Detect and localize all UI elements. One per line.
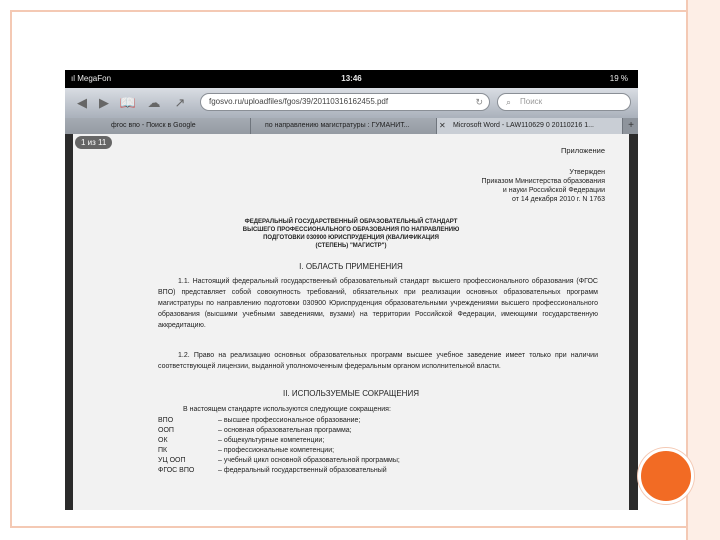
status-bar xyxy=(65,70,638,88)
abbreviation-value: – основная образовательная программа; xyxy=(218,427,352,434)
abbreviation-key: ОК xyxy=(158,437,168,444)
close-tab-icon[interactable]: ✕ xyxy=(439,121,446,130)
appendix-label: Приложение xyxy=(561,146,605,155)
forward-icon[interactable]: ▶ xyxy=(99,95,109,110)
abbreviation-key: ФГОС ВПО xyxy=(158,467,195,474)
carrier-label: ıl MegaFon xyxy=(71,74,112,83)
ipad-screen xyxy=(65,70,638,510)
standard-title-line-2: ВЫСШЕГО ПРОФЕССИОНАЛЬНОГО ОБРАЗОВАНИЯ ПО НАПРАВЛЕНИЮ xyxy=(242,227,460,233)
decorative-circle xyxy=(638,448,694,504)
abbreviation-key: УЦ ООП xyxy=(158,457,186,464)
share-icon[interactable]: ↗ xyxy=(174,95,186,110)
tab-bar xyxy=(65,118,638,134)
reload-icon[interactable]: ↻ xyxy=(475,97,483,107)
tab-label: по направлению магистратуры : ГУМАНИТ... xyxy=(265,122,410,129)
tab-magistracy[interactable] xyxy=(251,118,437,134)
pdf-page xyxy=(73,134,629,510)
abbreviation-value: – общекультурные компетенции; xyxy=(218,437,325,444)
url-text: fgosvo.ru/uploadfiles/fgos/39/20110316162455.pdf xyxy=(209,97,389,106)
browser-toolbar xyxy=(65,88,638,119)
search-placeholder: Поиск xyxy=(520,97,543,106)
section-1-heading: I. ОБЛАСТЬ ПРИМЕНЕНИЯ xyxy=(299,262,403,271)
bookmarks-icon[interactable]: 📖 xyxy=(119,95,137,110)
abbreviation-row xyxy=(158,466,387,476)
cloud-icon[interactable]: ☁ xyxy=(147,95,161,110)
section-2-heading: II. ИСПОЛЬЗУЕМЫЕ СОКРАЩЕНИЯ xyxy=(283,389,419,398)
abbreviation-key: ПК xyxy=(158,447,168,454)
abbreviation-row xyxy=(158,436,324,446)
tab-word-document[interactable] xyxy=(437,118,623,134)
slide-side-rail xyxy=(686,0,720,540)
approved-line-3: и науки Российской Федерации xyxy=(502,187,605,194)
abbreviation-row xyxy=(158,456,400,466)
standard-title-line-1: ФЕДЕРАЛЬНЫЙ ГОСУДАРСТВЕННЫЙ ОБРАЗОВАТЕЛЬНЫЙ СТАНДАРТ xyxy=(244,219,458,225)
search-input[interactable] xyxy=(497,93,631,111)
battery-indicator: 19 % xyxy=(609,74,628,83)
approved-line-1: Утвержден xyxy=(569,169,605,176)
search-icon: ⌕ xyxy=(506,97,512,107)
abbreviation-value: – федеральный государственный образовательный xyxy=(218,467,387,474)
pdf-viewer[interactable] xyxy=(65,134,638,510)
approved-line-2: Приказом Министерства образования xyxy=(481,178,605,185)
abbreviation-row xyxy=(158,446,334,456)
approved-line-4: от 14 декабря 2010 г. N 1763 xyxy=(512,196,605,203)
abbreviation-value: – профессиональные компетенции; xyxy=(218,447,335,454)
clock: 13:46 xyxy=(341,74,362,83)
back-icon[interactable]: ◀ xyxy=(77,95,87,110)
paragraph-1-1: 1.1. Настоящий федеральный государственный образовательный стандарт высшего профессионального образования (ФГОС ВПО) представляет собой совокупность требований, обязательных при реализации основных образовательных программ магистратуры по направлению подготовки 030900 Юриспруденция образовательными учреждениями высшего профессионального образования (высшими учебными заведениями, вузами) на территории Российской Федерации, имеющими государственную аккредитацию. xyxy=(158,278,598,329)
abbreviation-key: ООП xyxy=(158,427,174,434)
abbreviation-value: – высшее профессиональное образование; xyxy=(218,417,361,424)
abbreviation-key: ВПО xyxy=(158,417,174,424)
abbreviation-row xyxy=(158,426,352,436)
paragraph-1-2: 1.2. Право на реализацию основных образовательных программ высшее учебное заведение имеет только при наличии соответствующей лицензии, выданной уполномоченным федеральным органом исполнительной власти. xyxy=(158,352,598,370)
tab-label: Microsoft Word - LAW110629 0 20110216 1... xyxy=(453,122,594,129)
standard-title-line-4: (СТЕПЕНЬ) "МАГИСТР") xyxy=(315,243,387,249)
page-indicator: 1 из 11 xyxy=(75,136,112,149)
tab-google[interactable] xyxy=(65,118,251,134)
add-tab-icon[interactable]: + xyxy=(628,120,634,131)
url-field[interactable] xyxy=(200,93,490,111)
tab-label: фгос впо - Поиск в Google xyxy=(111,122,196,129)
abbreviations-intro: В настоящем стандарте используются следующие сокращения: xyxy=(183,406,391,413)
abbreviation-value: – учебный цикл основной образовательной программы; xyxy=(218,457,400,464)
standard-title-line-3: ПОДГОТОВКИ 030900 ЮРИСПРУДЕНЦИЯ (КВАЛИФИКАЦИЯ xyxy=(263,235,439,241)
abbreviation-row xyxy=(158,416,360,426)
